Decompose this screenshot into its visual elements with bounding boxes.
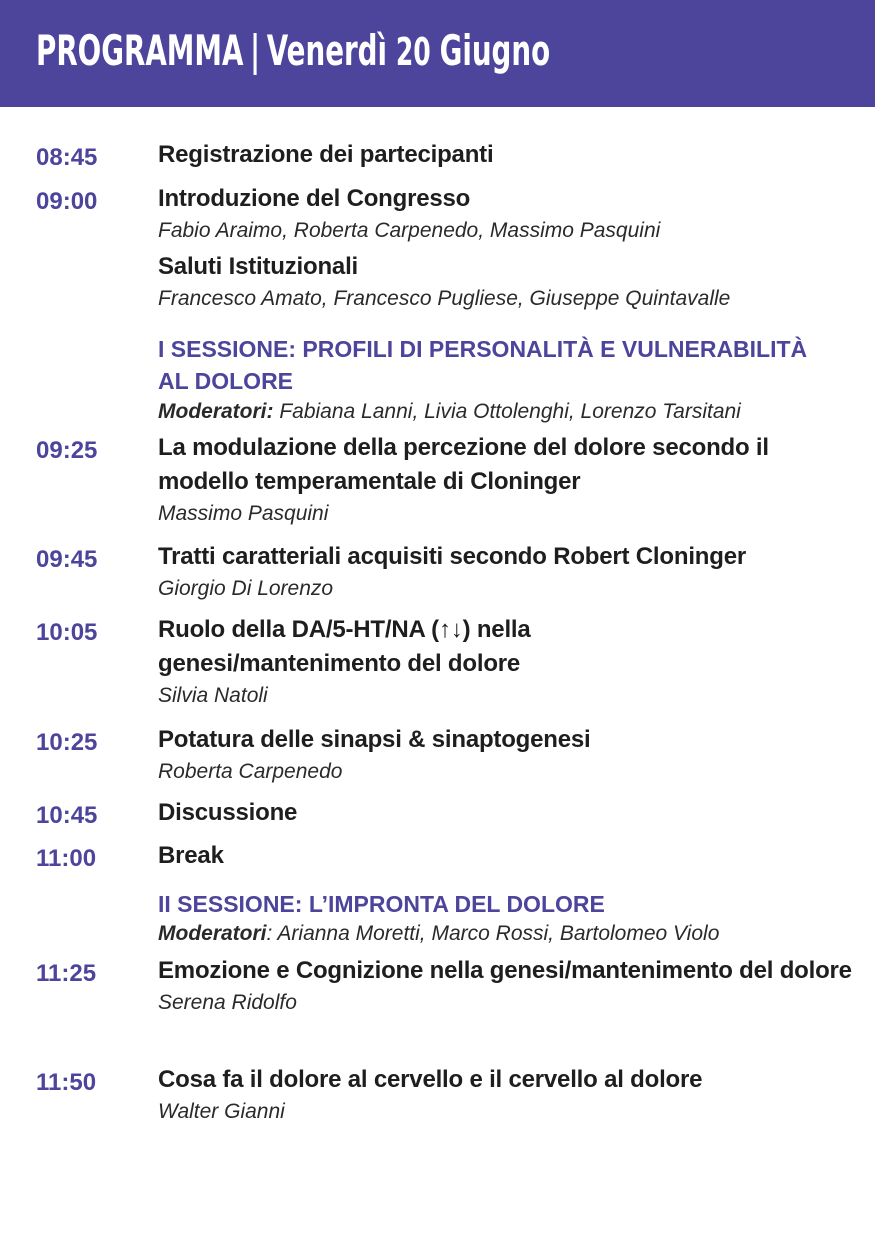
session-moderators	[158, 920, 858, 948]
item-time: 11:50	[36, 1069, 97, 1096]
event-month: Giugno	[439, 26, 551, 75]
item-title: Emozione e Cognizione nella genesi/mantenimento del dolore	[158, 957, 852, 984]
item-time: 09:25	[36, 437, 98, 464]
item-title: La modulazione della percezione del dolore secondo il modello temperamentale di Cloninger	[158, 434, 769, 495]
item-time: 08:45	[36, 144, 98, 171]
item-time: 10:45	[36, 802, 98, 829]
item-title-line: Ruolo della DA/5-HT/NA (↑↓) nella	[158, 616, 531, 643]
program-title: PROGRAMMA	[36, 26, 244, 75]
item-title: Registrazione dei partecipanti	[158, 141, 494, 168]
page-title	[36, 26, 551, 75]
moderators-names: : Arianna Moretti, Marco Rossi, Bartolomeo Violo	[266, 922, 720, 945]
moderators-label: Moderatori:	[158, 400, 274, 423]
item-time: 10:05	[36, 619, 98, 646]
session-title: II SESSIONE: L’IMPRONTA DEL DOLORE	[158, 891, 605, 917]
item-title: Cosa fa il dolore al cervello e il cervello al dolore	[158, 1066, 703, 1093]
item-speaker: Fabio Araimo, Roberta Carpenedo, Massimo Pasquini	[158, 219, 661, 242]
item-title: Saluti Istituzionali	[158, 253, 359, 280]
item-title: Potatura delle sinapsi & sinaptogenesi	[158, 726, 591, 753]
item-speaker: Roberta Carpenedo	[158, 760, 343, 783]
item-speaker: Giorgio Di Lorenzo	[158, 577, 334, 600]
moderators-names: Fabiana Lanni, Livia Ottolenghi, Lorenzo Tarsitani	[273, 400, 741, 423]
session-moderators	[158, 397, 838, 427]
item-speaker: Massimo Pasquini	[158, 502, 329, 525]
session-title: I SESSIONE: PROFILI DI PERSONALITÀ E VULNERABILITÀ AL DOLORE	[158, 336, 808, 394]
item-time: 10:25	[36, 729, 98, 756]
item-title: Discussione	[158, 799, 298, 826]
event-date: 20	[395, 30, 431, 74]
moderators-label: Moderatori	[158, 922, 267, 945]
page-header	[0, 0, 875, 107]
event-day: Venerdì	[266, 26, 388, 75]
item-time: 09:45	[36, 546, 98, 573]
item-title-line: genesi/mantenimento del dolore	[158, 650, 521, 677]
item-speaker: Francesco Amato, Francesco Pugliese, Giuseppe Quintavalle	[158, 287, 731, 310]
item-time: 09:00	[36, 188, 98, 215]
item-speaker: Serena Ridolfo	[158, 991, 297, 1014]
title-separator: |	[250, 26, 261, 75]
item-time: 11:25	[36, 960, 97, 987]
item-speaker: Silvia Natoli	[158, 684, 268, 707]
item-title: Tratti caratteriali acquisiti secondo Robert Cloninger	[158, 543, 746, 570]
item-speaker: Walter Gianni	[158, 1100, 285, 1123]
item-title: Introduzione del Congresso	[158, 185, 471, 212]
item-title: Break	[158, 842, 224, 869]
item-time: 11:00	[36, 845, 97, 872]
